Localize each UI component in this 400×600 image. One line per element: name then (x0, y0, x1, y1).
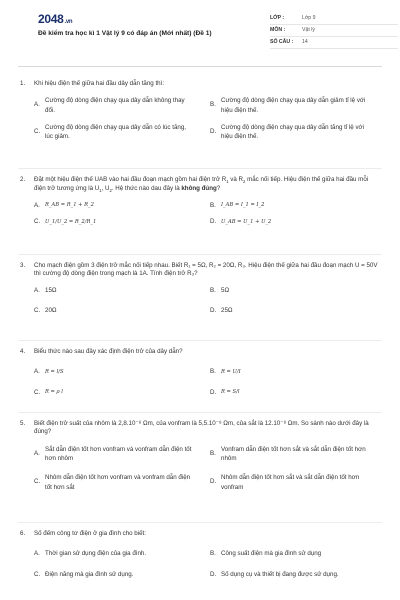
option-b[interactable] (210, 202, 386, 210)
question-text-part: ? (216, 184, 221, 192)
option-text: Điện năng mà gia đình sử dụng. (45, 570, 134, 578)
option-letter: C. (34, 307, 41, 315)
option-a[interactable] (34, 96, 210, 115)
question-6 (20, 530, 380, 579)
option-letter: B. (210, 101, 216, 109)
option-letter: C. (34, 128, 41, 136)
option-formula: R = U/I (221, 369, 241, 376)
option-letter: D. (210, 570, 217, 578)
meta-value: Lớp 9 (302, 14, 316, 21)
option-letter: A. (34, 101, 40, 109)
question-number: 2. (20, 176, 26, 183)
option-letter: C. (34, 478, 41, 486)
option-letter: D. (210, 218, 217, 226)
option-a[interactable] (34, 368, 210, 376)
question-divider (18, 168, 382, 169)
option-text: Sắt dẫn điện tốt hơn vonfram và vonfram dẫn điện tốt hơn nhôm (45, 445, 192, 463)
option-c[interactable] (34, 571, 210, 579)
option-a[interactable] (34, 287, 210, 295)
option-formula: R_AB = R_1 + R_2 (45, 202, 94, 209)
meta-value: 14 (302, 38, 308, 45)
question-2 (20, 176, 380, 227)
option-d[interactable] (210, 123, 386, 142)
option-letter: D. (210, 478, 217, 486)
logo-text: 2048 (38, 12, 64, 26)
option-c[interactable] (34, 307, 210, 315)
option-text: Công suất điện mà gia đình sử dụng (221, 550, 322, 558)
option-c[interactable] (34, 123, 210, 142)
question-number: 5. (20, 420, 26, 427)
question-divider (18, 522, 382, 523)
option-letter: B. (210, 201, 216, 209)
option-letter: A. (34, 201, 40, 209)
option-letter: A. (34, 550, 40, 558)
option-a[interactable] (34, 445, 210, 464)
option-d[interactable] (210, 389, 386, 397)
meta-key: SỐ CÂU : (270, 38, 294, 45)
option-letter: A. (34, 368, 40, 376)
question-5 (20, 420, 380, 492)
option-text: 25Ω (221, 307, 233, 315)
meta-row-subject (270, 25, 398, 37)
option-letter: A. (34, 449, 40, 457)
header (18, 0, 382, 62)
question-text-part: , U (101, 184, 110, 192)
header-divider (18, 66, 382, 67)
option-formula: I_AB = I_1 = I_2 (221, 202, 265, 209)
question-4 (20, 348, 380, 397)
option-b[interactable] (210, 287, 386, 295)
option-b[interactable] (210, 550, 386, 558)
option-text: Cường độ dòng điện chạy qua dây dẫn có lúc tăng, lúc giảm. (45, 123, 186, 141)
option-letter: D. (210, 388, 217, 396)
option-formula: U_1/U_2 = R_2/R_1 (45, 218, 97, 225)
option-letter: C. (34, 570, 41, 578)
question-number: 3. (20, 262, 26, 269)
page-title: Đề kiểm tra học kì 1 Vật lý 9 có đáp án (Mới nhất) (Đề 1) (38, 30, 212, 37)
option-formula: U_AB = U_1 + U_2 (221, 218, 272, 225)
option-d[interactable] (210, 218, 386, 226)
question-text: Số đếm công tơ điện ở gia đình cho biết: (34, 530, 146, 537)
meta-key: LỚP : (270, 14, 285, 21)
option-d[interactable] (210, 307, 386, 315)
option-c[interactable] (34, 218, 210, 226)
option-text: 20Ω (45, 307, 57, 315)
option-letter: D. (210, 307, 217, 315)
option-formula: R = S/l (221, 389, 240, 396)
option-letter: C. (34, 388, 41, 396)
option-text: Nhôm dẫn điện tốt hơn vonfram và vonfram dẫn điện tốt hơn sắt (45, 474, 191, 491)
option-c[interactable] (34, 389, 210, 397)
question-divider (18, 254, 382, 255)
option-text: 5Ω (221, 286, 230, 294)
question-text: Cho mạch điện gồm 3 điện trở mắc nối tiếp nhau. Biết R₁ = 5Ω, R₂ = 20Ω, R₃. Hiệu điện thế giữa hai đầu đoạn mạch U = 50V thì cường độ dòng điện trong mạch là 1A. Tính điện trở R₃? (34, 262, 378, 278)
question-number: 4. (20, 348, 26, 355)
option-d[interactable] (210, 473, 386, 492)
option-a[interactable] (34, 202, 210, 210)
option-text: Số dụng cụ và thiết bị đang được sử dụng. (221, 570, 339, 578)
meta-key: MÔN : (270, 26, 286, 33)
option-text: Nhôm dẫn điện tốt hơn sắt và sắt dẫn điện tốt hơn vonfram (221, 474, 360, 491)
option-text: Cường độ dòng điện chạy qua dây dẫn không thay đổi. (45, 97, 185, 114)
logo-domain: .vn (64, 19, 73, 25)
option-letter: A. (34, 286, 40, 294)
option-letter: C. (34, 218, 41, 226)
option-text: Vonfram dẫn điện tốt hơn sắt và sắt dẫn điện tốt hơn nhôm (221, 445, 366, 463)
question-number: 6. (20, 530, 26, 537)
option-c[interactable] (34, 473, 210, 492)
option-text: Cường độ dòng điện chạy qua dây dẫn giảm tỉ lệ với hiệu điện thế. (221, 97, 366, 114)
meta-value: Vật lý (302, 26, 315, 33)
option-letter: B. (210, 286, 216, 294)
option-a[interactable] (34, 550, 210, 558)
exam-meta (270, 13, 398, 49)
question-3 (20, 262, 380, 315)
option-b[interactable] (210, 368, 386, 376)
question-1 (20, 80, 380, 142)
question-text-part: mắc nối tiếp. Hiệu điện thế giữa hai đầu mỗi điện trở tương ứng là U (34, 176, 369, 192)
option-letter: B. (210, 550, 216, 558)
option-formula: R = ρ l (45, 389, 63, 396)
meta-row-count (270, 37, 398, 49)
option-b[interactable] (210, 445, 386, 464)
question-divider (18, 340, 382, 341)
question-divider (18, 412, 382, 413)
option-b[interactable] (210, 96, 386, 115)
question-text: Khi hiệu điện thế giữa hai đầu dây dẫn tăng thì: (34, 80, 165, 87)
question-text: Đặt một hiệu điện thế UAB vào hai đầu đoạn mạch gồm hai điện trở $R_1$ và $R_2$ mắc nối tiếp. Hiệu điện thế giữa hai đầu mỗi điện trở tương ứng là $U_1$, $U_2$. Hệ thức nào dau đây là không đúng? (34, 176, 369, 194)
option-text: Cường độ dòng điện chạy qua dây dẫn tăng tỉ lệ với hiệu điện thế. (221, 123, 364, 141)
option-d[interactable] (210, 571, 386, 579)
option-formula: R = l/S (45, 369, 64, 376)
site-logo[interactable] (38, 11, 72, 27)
question-text: Biểu thức nào sau đây xác định điện trở của dây dẫn? (34, 348, 183, 355)
option-letter: D. (210, 128, 217, 136)
question-emphasis: không đúng (181, 184, 217, 192)
question-number: 1. (20, 80, 26, 87)
option-text: Thời gian sử dụng điện của gia đình. (45, 550, 147, 558)
question-text: Biết điện trở suất của nhôm là 2,8.10⁻⁸ Ωm, của vonfram là 5,5.10⁻⁸ Ωm, của sắt là 12.10⁻⁸ Ωm. So sánh nào dưới đây là đúng? (34, 420, 369, 436)
option-text: 15Ω (45, 286, 57, 294)
option-letter: B. (210, 449, 216, 457)
meta-row-class (270, 13, 398, 25)
question-text-part: Đặt một hiệu điện thế UAB vào hai đầu đoạn mạch gồm hai điện trở R (34, 176, 227, 183)
option-letter: B. (210, 368, 216, 376)
question-text-part: . Hệ thức nào dau đây là (111, 184, 182, 192)
question-text-part: và R (228, 176, 243, 183)
